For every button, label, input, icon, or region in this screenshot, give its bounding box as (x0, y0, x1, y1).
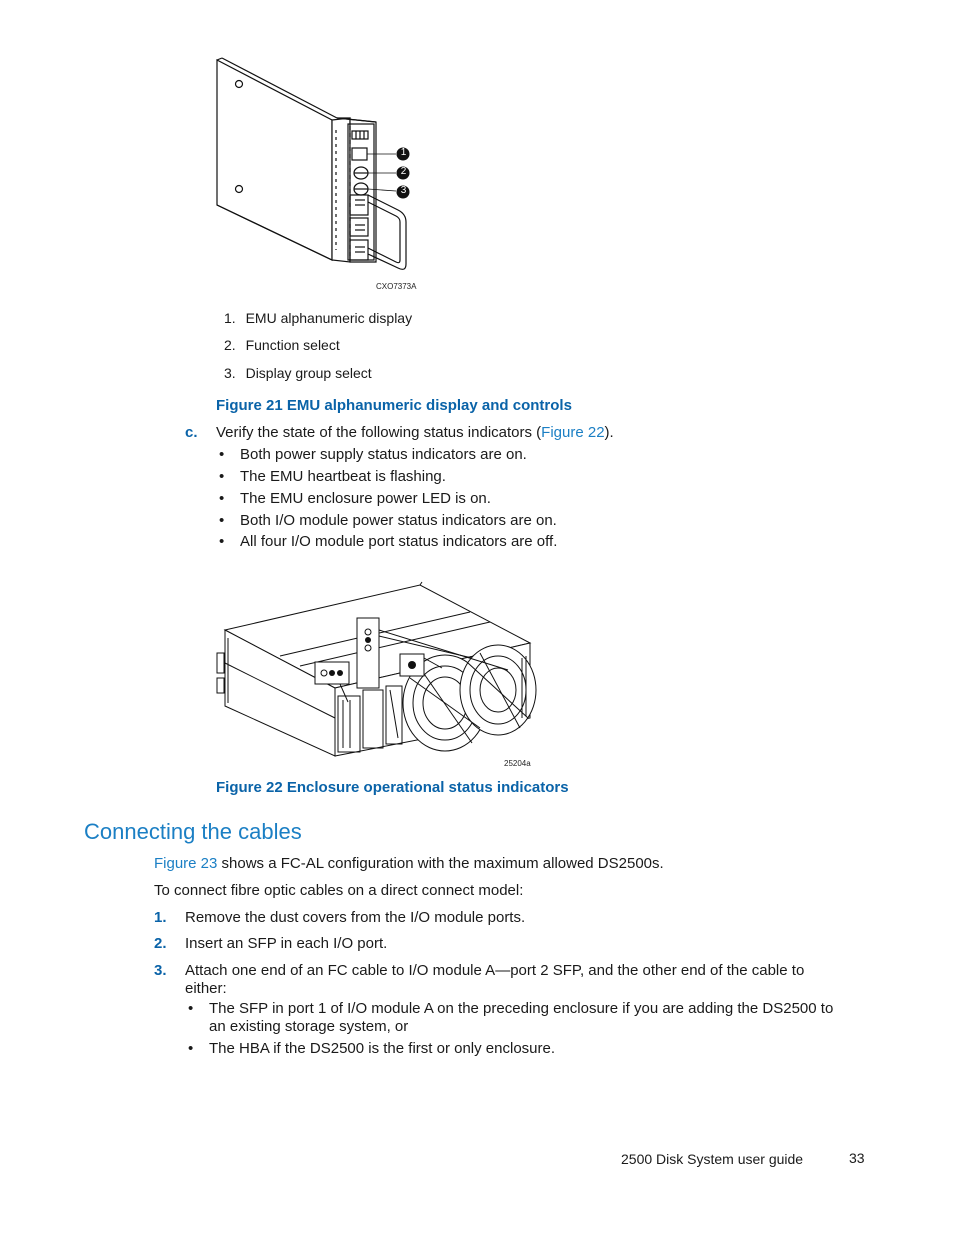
sub-bullet-item: • The HBA if the DS2500 is the first or only enclosure. (209, 1040, 555, 1058)
figure-22-illustration (210, 578, 540, 768)
bullet-item: • The EMU heartbeat is flashing. (240, 468, 446, 486)
bullet-item: • All four I/O module port status indicators are off. (240, 533, 557, 551)
legend-text: Function select (245, 337, 340, 353)
bullet-item: • Both power supply status indicators are on. (240, 446, 527, 464)
sub-bullet-continuation: an existing storage system, or (209, 1018, 409, 1035)
step-2-number: 2. (154, 935, 167, 952)
legend-text: EMU alphanumeric display (245, 310, 413, 326)
figure-21-art-id: CXO7373A (376, 282, 417, 291)
step-3-text-line-1: Attach one end of an FC cable to I/O module A—port 2 SFP, and the other end of the cable to (185, 962, 805, 979)
page-number: 33 (849, 1150, 865, 1166)
legend-num: 1. (224, 310, 236, 326)
step-c-label: c. (185, 424, 198, 441)
step-c-text (216, 424, 614, 442)
bullet-item: • Both I/O module power status indicators are on. (240, 512, 557, 530)
intro-text: shows a FC-AL configuration with the maximum allowed DS2500s. (217, 855, 664, 872)
figure-22-link[interactable]: Figure 22 (541, 424, 605, 441)
sub-bullet-item: • The SFP in port 1 of I/O module A on the preceding enclosure if you are adding the DS2500 to (209, 1000, 833, 1018)
callout-3: 3 (400, 185, 407, 196)
intro-paragraph (154, 855, 664, 873)
footer-title: 2500 Disk System user guide (621, 1151, 804, 1167)
legend-text: Display group select (245, 365, 372, 381)
callout-1: 1 (400, 147, 407, 158)
figure-22-art-id: 25204a (504, 759, 531, 768)
figure-23-link[interactable]: Figure 23 (154, 855, 218, 872)
lead-paragraph: To connect fibre optic cables on a direct connect model: (154, 882, 524, 899)
figure-21-caption: Figure 21 EMU alphanumeric display and controls (216, 397, 572, 414)
step-1-text: Remove the dust covers from the I/O module ports. (185, 909, 526, 926)
section-heading: Connecting the cables (84, 819, 302, 844)
legend-num: 2. (224, 337, 236, 353)
legend-num: 3. (224, 365, 236, 381)
legend-item-3 (224, 365, 372, 382)
legend-item-2 (224, 337, 340, 354)
step-1-number: 1. (154, 909, 167, 926)
legend-item-1 (224, 310, 412, 327)
callout-2: 2 (400, 166, 407, 177)
step-c-text-end: ). (604, 424, 614, 441)
step-3-number: 3. (154, 962, 167, 979)
step-c-text-start: Verify the state of the following status indicators ( (216, 424, 542, 441)
step-2-text: Insert an SFP in each I/O port. (185, 935, 388, 952)
figure-22-caption: Figure 22 Enclosure operational status indicators (216, 779, 569, 796)
step-3-text-line-2: either: (185, 980, 227, 997)
bullet-item: • The EMU enclosure power LED is on. (240, 490, 491, 508)
